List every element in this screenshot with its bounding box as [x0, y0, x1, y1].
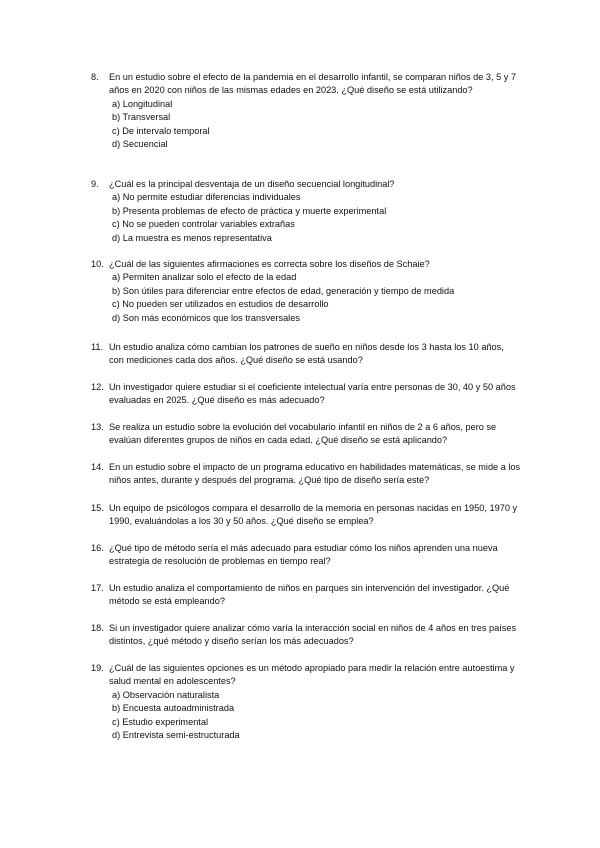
- question-10: [91, 258, 521, 325]
- options-list: [112, 689, 521, 743]
- option-d: d) Son más económicos que los transversales: [112, 312, 300, 323]
- question-number: 15.: [91, 503, 104, 513]
- question-number: 12.: [91, 382, 104, 392]
- options-list: [112, 191, 521, 245]
- option-c: c) No pueden ser utilizados en estudios de desarrollo: [112, 299, 329, 310]
- question-number: 8.: [91, 72, 99, 82]
- option-b: b) Presenta problemas de efecto de práctica y muerte experimental: [112, 205, 387, 216]
- question-number: 17.: [91, 583, 104, 593]
- question-13: [91, 421, 521, 448]
- option-a: a) No permite estudiar diferencias individuales: [112, 192, 301, 203]
- question-text: Un investigador quiere estudiar si el coeficiente intelectual varía entre personas de 30, 40 y 50 años evaluadas en 2025. ¿Qué diseño es más adecuado?: [109, 382, 516, 406]
- question-14: [91, 461, 521, 488]
- question-11: [91, 341, 521, 368]
- option-d: d) Entrevista semi-estructurada: [112, 730, 240, 741]
- option-c: c) De intervalo temporal: [112, 125, 210, 136]
- question-text: ¿Cuál de las siguientes afirmaciones es correcta sobre los diseños de Schaie?: [109, 259, 430, 269]
- question-number: 10.: [91, 259, 104, 269]
- option-d: d) Secuencial: [112, 139, 168, 150]
- question-19: [91, 662, 521, 742]
- option-c: c) Estudio experimental: [112, 716, 209, 727]
- question-16: [91, 542, 521, 569]
- question-text: ¿Cuál de las siguientes opciones es un método apropiado para medir la relación entre autoestima y salud mental en adolescentes?: [109, 663, 515, 687]
- question-text: Un estudio analiza el comportamiento de niños en parques sin intervención del investigador. ¿Qué método se está empleando?: [109, 583, 510, 607]
- question-number: 11.: [91, 342, 104, 352]
- options-list: [112, 98, 521, 152]
- question-number: 9.: [91, 179, 99, 189]
- option-b: b) Encuesta autoadministrada: [112, 703, 235, 714]
- question-15: [91, 502, 521, 529]
- question-text: Un equipo de psicólogos compara el desarrollo de la memoria en personas nacidas en 1950, 1970 y 1990, evaluándolas a los 30 y 50 años. ¿Qué diseño se emplea?: [109, 503, 518, 527]
- question-18: [91, 622, 521, 649]
- question-number: 13.: [91, 422, 104, 432]
- question-number: 19.: [91, 663, 104, 673]
- question-8: [91, 71, 521, 151]
- question-text: ¿Cuál es la principal desventaja de un diseño secuencial longitudinal?: [109, 179, 395, 189]
- option-c: c) No se pueden controlar variables extrañas: [112, 219, 295, 230]
- question-text: ¿Qué tipo de método sería el más adecuado para estudiar cómo los niños aprenden una nueva estrategia de resolución de problemas en tiempo real?: [109, 543, 498, 567]
- option-a: a) Longitudinal: [112, 98, 173, 109]
- option-d: d) La muestra es menos representativa: [112, 232, 272, 243]
- question-number: 18.: [91, 623, 104, 633]
- question-number: 14.: [91, 462, 104, 472]
- option-a: a) Permiten analizar solo el efecto de la edad: [112, 272, 297, 283]
- options-list: [112, 271, 521, 325]
- question-text: Si un investigador quiere analizar cómo varía la interacción social en niños de 4 años en tres países distintos, ¿qué método y diseño serían los más adecuados?: [109, 623, 517, 647]
- question-17: [91, 582, 521, 609]
- option-b: b) Transversal: [112, 112, 171, 123]
- question-text: En un estudio sobre el impacto de un programa educativo en habilidades matemáticas, se mide a los niños antes, durante y después del programa. ¿Qué tipo de diseño sería este?: [109, 462, 521, 486]
- question-text: Un estudio analiza cómo cambian los patrones de sueño en niños desde los 3 hasta los 10 años, con mediciones cada dos años. ¿Qué diseño se está usando?: [109, 342, 504, 366]
- question-text: En un estudio sobre el efecto de la pandemia en el desarrollo infantil, se comparan niños de 3, 5 y 7 años en 2020 con niños de las mismas edades en 2023. ¿Qué diseño se está utilizando?: [109, 72, 517, 96]
- question-number: 16.: [91, 543, 104, 553]
- question-9: [91, 178, 521, 245]
- question-text: Se realiza un estudio sobre la evolución del vocabulario infantil en niños de 2 a 6 años, pero se evalúan diferentes grupos de niños en cada edad. ¿Qué diseño se está aplicando?: [109, 422, 497, 446]
- question-12: [91, 381, 521, 408]
- option-b: b) Son útiles para diferenciar entre efectos de edad, generación y tiempo de medida: [112, 285, 455, 296]
- option-a: a) Observación naturalista: [112, 689, 220, 700]
